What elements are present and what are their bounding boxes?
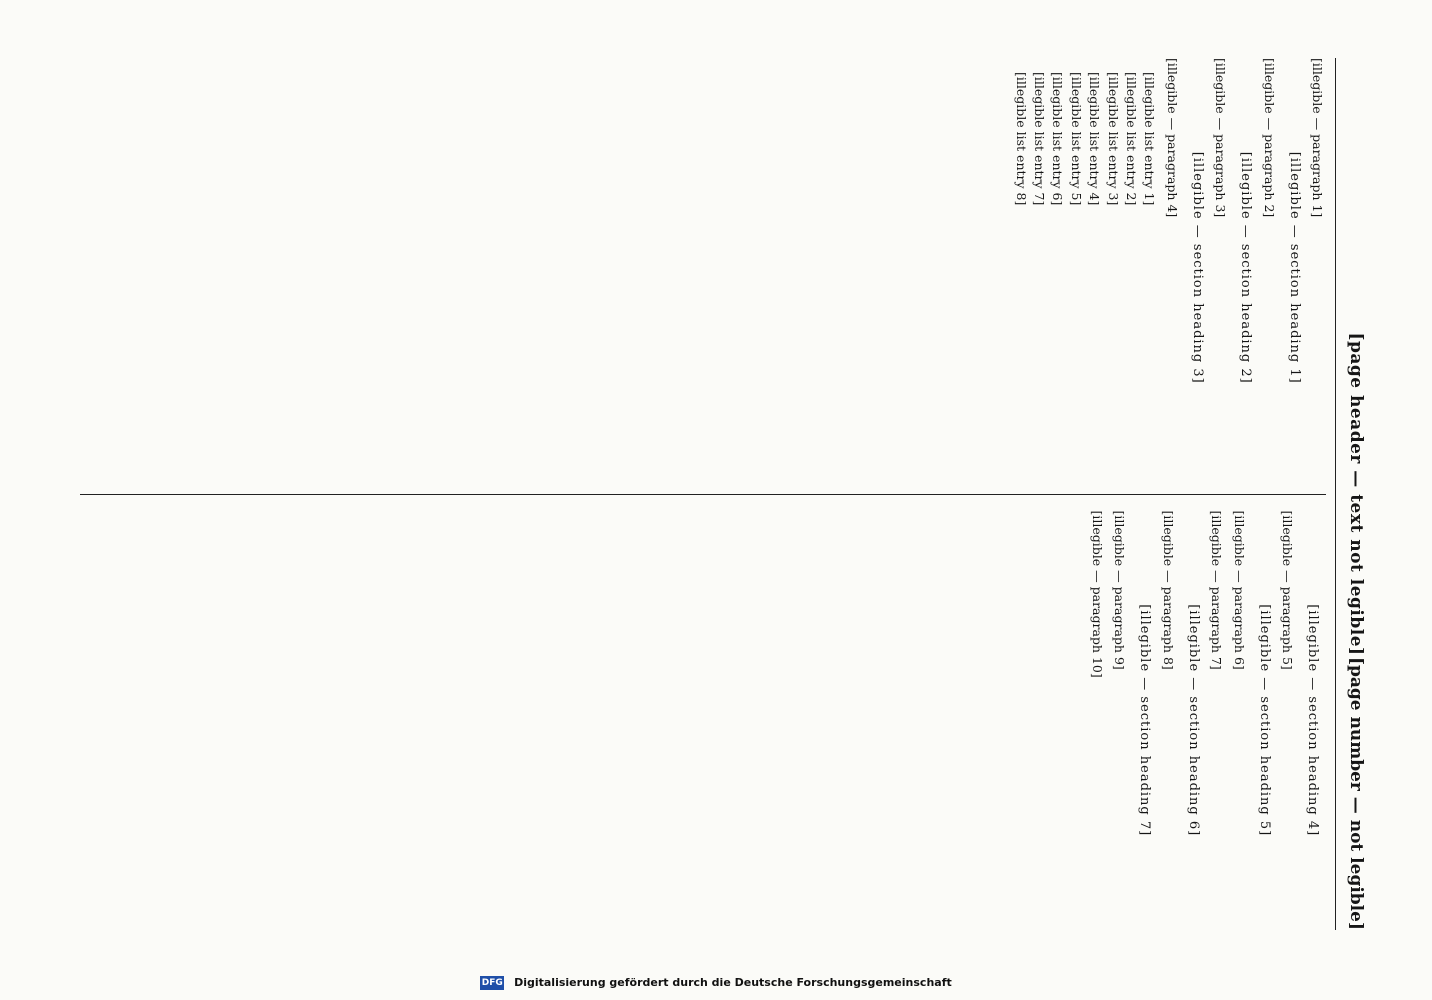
section-heading: [illegible — section heading 6] <box>1185 604 1201 837</box>
name-list <box>1011 72 1158 478</box>
running-title: [page header — text not legible] <box>1346 332 1366 656</box>
list-item: [illegible list entry 6] <box>1050 72 1066 206</box>
left-column <box>80 58 1326 494</box>
list-item: [illegible list entry 7] <box>1031 72 1047 206</box>
page-number: [page number — not legible] <box>1346 656 1366 930</box>
list-item: [illegible list entry 1] <box>1142 72 1158 206</box>
text-paragraph: [illegible — paragraph 8] <box>1160 510 1176 670</box>
text-paragraph: [illegible — paragraph 1] <box>1310 58 1325 218</box>
digitization-note: Digitalisierung gefördert durch die Deutsche Forschungsgemeinschaft <box>514 976 952 989</box>
text-paragraph: [illegible — paragraph 9] <box>1112 510 1128 670</box>
digitization-footer <box>0 976 1432 994</box>
list-item: [illegible list entry 3] <box>1105 72 1121 206</box>
text-paragraph: [illegible — paragraph 3] <box>1213 58 1229 218</box>
text-paragraph: [illegible — paragraph 5] <box>1280 510 1295 670</box>
section-heading: [illegible — section heading 7] <box>1137 604 1153 837</box>
section-heading: [illegible — section heading 4] <box>1305 604 1320 837</box>
text-paragraph: [illegible — paragraph 4] <box>1164 58 1180 218</box>
section-heading: [illegible — section heading 2] <box>1238 151 1254 384</box>
text-paragraph: [illegible — paragraph 2] <box>1261 58 1277 218</box>
section-heading: [illegible — section heading 5] <box>1256 604 1272 837</box>
text-paragraph: [illegible — paragraph 6] <box>1231 510 1247 670</box>
page-header <box>1335 58 1370 930</box>
text-paragraph: [illegible — paragraph 7] <box>1209 510 1225 670</box>
list-item: [illegible list entry 5] <box>1068 72 1084 206</box>
text-columns <box>80 58 1326 930</box>
section-heading: [illegible — section heading 1] <box>1286 151 1302 384</box>
text-paragraph: [illegible — paragraph 10] <box>1089 510 1105 678</box>
section-heading: [illegible — section heading 3] <box>1189 151 1205 384</box>
list-item: [illegible list entry 4] <box>1087 72 1103 206</box>
dfg-logo-icon: DFG <box>481 978 503 988</box>
right-column <box>80 495 1326 931</box>
list-item: [illegible list entry 2] <box>1123 72 1139 206</box>
list-item: [illegible list entry 8] <box>1013 72 1029 206</box>
